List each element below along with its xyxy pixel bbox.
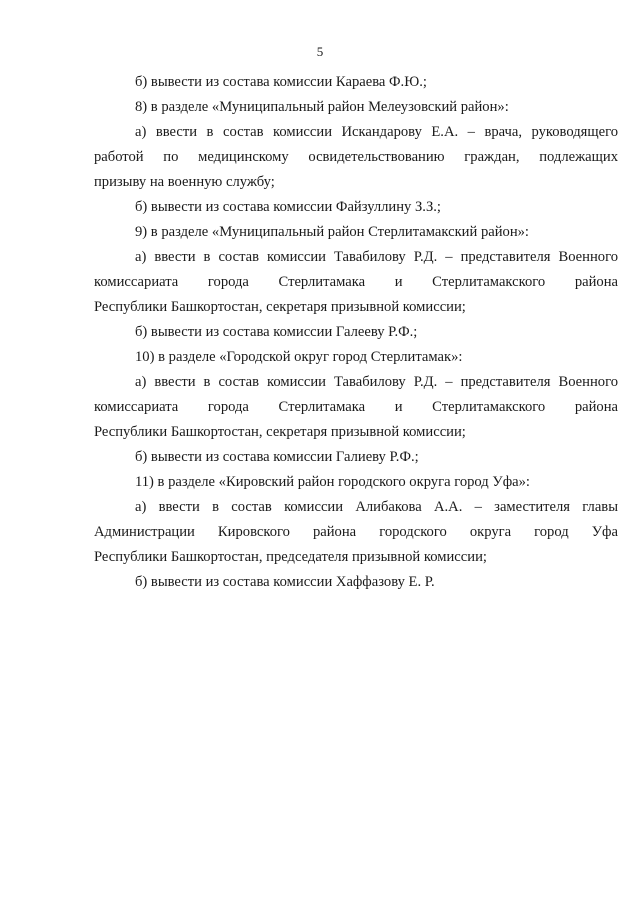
- text-line: Республики Башкортостан, секретаря призывной комиссии;: [94, 299, 466, 315]
- text-line: работой по медицинскому освидетельствованию граждан, подлежащих: [94, 149, 618, 165]
- text-line: б) вывести из состава комиссии Караева Ф.Ю.;: [135, 74, 427, 90]
- text-line: комиссариата города Стерлитамака и Стерлитамакского района: [94, 399, 618, 415]
- text-line: а) ввести в состав комиссии Тавабилову Р.Д. – представителя Военного: [135, 249, 618, 265]
- text-line: б) вывести из состава комиссии Галееву Р.Ф.;: [135, 324, 418, 340]
- text-line: призыву на военную службу;: [94, 174, 275, 190]
- text-line: Республики Башкортостан, секретаря призывной комиссии;: [94, 424, 466, 440]
- text-line: б) вывести из состава комиссии Хаффазову Е. Р.: [135, 574, 435, 590]
- text-line: б) вывести из состава комиссии Файзуллину З.З.;: [135, 199, 441, 215]
- text-line: 10) в разделе «Городской округ город Стерлитамак»:: [135, 349, 463, 365]
- text-line: Республики Башкортостан, председателя призывной комиссии;: [94, 549, 487, 565]
- text-line: а) ввести в состав комиссии Искандарову Е.А. – врача, руководящего: [135, 124, 618, 140]
- text-line: 11) в разделе «Кировский район городского округа город Уфа»:: [135, 474, 530, 490]
- text-line: 8) в разделе «Муниципальный район Мелеузовский район»:: [135, 99, 509, 115]
- page-number: 5: [316, 44, 324, 59]
- text-line: а) ввести в состав комиссии Алибакова А.А. – заместителя главы: [135, 499, 618, 515]
- text-line: а) ввести в состав комиссии Тавабилову Р.Д. – представителя Военного: [135, 374, 618, 390]
- text-line: б) вывести из состава комиссии Галиеву Р.Ф.;: [135, 449, 419, 465]
- text-line: комиссариата города Стерлитамака и Стерлитамакского района: [94, 274, 618, 290]
- text-line: Администрации Кировского района городского округа город Уфа: [94, 524, 618, 540]
- text-line: 9) в разделе «Муниципальный район Стерлитамакский район»:: [135, 224, 529, 240]
